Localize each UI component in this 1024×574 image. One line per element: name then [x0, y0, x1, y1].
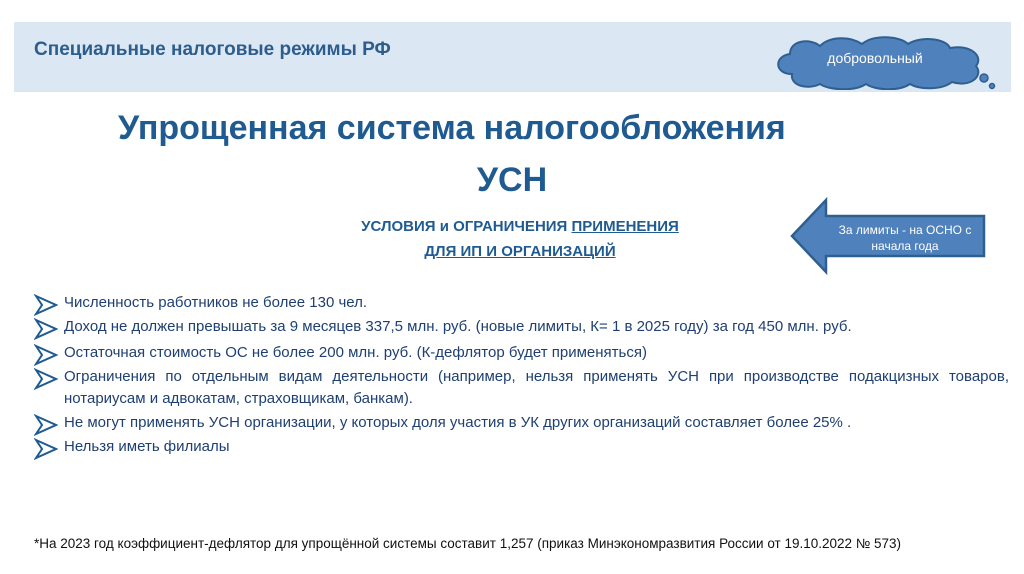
cloud-callout: [770, 34, 1000, 90]
arrow-label: За лимиты - на ОСНО с начала года: [838, 223, 972, 253]
arrowhead-bullet-icon: [34, 414, 58, 436]
list-item-text: Численность работников не более 130 чел.: [64, 294, 368, 311]
list-item: [34, 316, 1009, 338]
subheading-part1: УСЛОВИЯ и ОГРАНИЧЕНИЯ: [361, 218, 572, 235]
list-item: [34, 342, 1009, 364]
subheading-line2: ДЛЯ ИП И ОРГАНИЗАЦИЙ: [424, 243, 616, 260]
list-item-text: Не могут применять УСН организации, у которых доля участия в УК других организаций составляет более 25% .: [64, 414, 852, 431]
main-title-line2: УСН: [476, 161, 548, 199]
list-item: [34, 366, 1009, 410]
arrowhead-bullet-icon: [34, 368, 58, 390]
list-item: [34, 412, 1009, 434]
conditions-list: [34, 292, 1009, 458]
list-item-text: Остаточная стоимость ОС не более 200 млн. руб. (К-дефлятор будет применяться): [64, 344, 647, 361]
subheading: [290, 214, 750, 264]
footnote: *На 2023 год коэффициент-дефлятор для упрощённой системы составит 1,257 (приказ Минэкономразвития России от 19.10.2022 № 573): [34, 536, 902, 551]
list-item-text: Доход не должен превышать за 9 месяцев 337,5 млн. руб. (новые лимиты, К= 1 в 2025 году) за год 450 млн. руб.: [64, 318, 852, 335]
arrowhead-bullet-icon: [34, 318, 58, 340]
list-item: [34, 292, 1009, 314]
arrowhead-bullet-icon: [34, 438, 58, 460]
subheading-line1: [290, 214, 750, 239]
cloud-label: добровольный: [827, 50, 923, 66]
main-title-line1: Упрощенная система налогообложения: [118, 109, 786, 147]
section-title: Специальные налоговые режимы РФ: [34, 39, 391, 60]
list-item-text: Ограничения по отдельным видам деятельности (например, нельзя применять УСН при производстве подакцизных товаров, нотариусам и адвокатам, страховщикам, банкам).: [64, 368, 1009, 407]
subheading-part2: ПРИМЕНЕНИЯ: [571, 218, 679, 235]
arrowhead-bullet-icon: [34, 294, 58, 316]
list-item: [34, 436, 1009, 458]
list-item-text: Нельзя иметь филиалы: [64, 438, 230, 455]
arrowhead-bullet-icon: [34, 344, 58, 366]
